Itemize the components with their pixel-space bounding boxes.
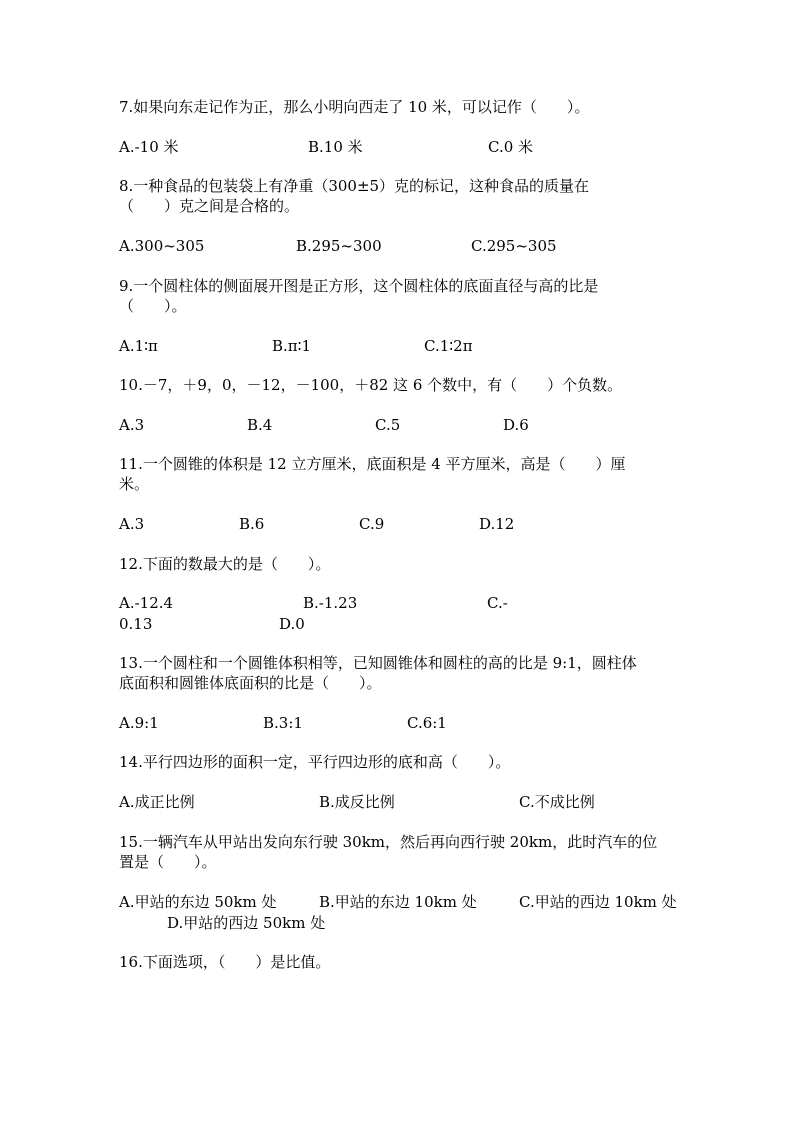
question-9-stem-line-2: （ ）。 xyxy=(119,297,187,315)
question-12-option-c: C.- xyxy=(487,594,508,612)
question-10-option-a: A.3 xyxy=(119,416,145,434)
question-13-option-c: C.6:1 xyxy=(407,714,447,732)
question-8-option-a: A.300~305 xyxy=(119,237,205,255)
question-9-option-b: B.π∶1 xyxy=(272,337,312,355)
question-15-stem-line-2: 置是（ ）。 xyxy=(119,853,217,871)
question-11-stem-line-1: 11.一个圆锥的体积是 12 立方厘米，底面积是 4 平方厘米，高是（ ）厘 xyxy=(119,455,626,473)
question-15-option-b: B.甲站的东边 10km 处 xyxy=(319,893,477,911)
question-8-option-c: C.295~305 xyxy=(471,237,557,255)
question-8-option-b: B.295~300 xyxy=(296,237,382,255)
question-14-stem: 14.平行四边形的面积一定，平行四边形的底和高（ ）。 xyxy=(119,753,511,771)
question-12-option-b: B.-1.23 xyxy=(303,594,358,612)
question-13-stem-line-2: 底面积和圆锥体底面积的比是（ ）。 xyxy=(119,674,382,692)
question-15-option-d: D.甲站的西边 50km 处 xyxy=(167,914,326,932)
question-13-option-b: B.3:1 xyxy=(263,714,303,732)
question-14-option-c: C.不成比例 xyxy=(519,793,595,811)
question-10-option-b: B.4 xyxy=(247,416,273,434)
question-8-stem-line-2: （ ）克之间是合格的。 xyxy=(119,197,300,215)
question-11-option-b: B.6 xyxy=(239,515,265,533)
question-7-stem: 7.如果向东走记作为正，那么小明向西走了 10 米，可以记作（ ）。 xyxy=(119,98,590,116)
question-11-option-c: C.9 xyxy=(359,515,385,533)
question-9-option-c: C.1∶2π xyxy=(424,337,473,355)
question-11-option-d: D.12 xyxy=(479,515,515,533)
question-10-option-c: C.5 xyxy=(375,416,401,434)
question-13-option-a: A.9:1 xyxy=(119,714,159,732)
question-9-stem-line-1: 9.一个圆柱体的侧面展开图是正方形，这个圆柱体的底面直径与高的比是 xyxy=(119,277,599,295)
question-15-option-a: A.甲站的东边 50km 处 xyxy=(119,893,277,911)
question-8-stem-line-1: 8.一种食品的包装袋上有净重（300±5）克的标记，这种食品的质量在 xyxy=(119,177,590,195)
question-7-option-b: B.10 米 xyxy=(308,138,363,156)
question-15-option-c: C.甲站的西边 10km 处 xyxy=(519,893,677,911)
question-14-option-a: A.成正比例 xyxy=(119,793,195,811)
question-10-stem: 10.－7，＋9，0，－12，－100，＋82 这 6 个数中，有（ ）个负数。 xyxy=(119,376,623,394)
question-12-option-a: A.-12.4 xyxy=(119,594,174,612)
question-15-stem-line-1: 15.一辆汽车从甲站出发向东行驶 30km，然后再向西行驶 20km，此时汽车的位 xyxy=(119,833,658,851)
question-7-option-c: C.0 米 xyxy=(488,138,534,156)
question-9-option-a: A.1∶π xyxy=(119,337,158,355)
question-14-option-b: B.成反比例 xyxy=(319,793,395,811)
question-12-stem: 12.下面的数最大的是（ ）。 xyxy=(119,555,331,573)
question-13-stem-line-1: 13.一个圆柱和一个圆锥体积相等，已知圆锥体和圆柱的高的比是 9:1，圆柱体 xyxy=(119,654,637,672)
question-11-option-a: A.3 xyxy=(119,515,145,533)
question-10-option-d: D.6 xyxy=(503,416,529,434)
question-16-stem: 16.下面选项，（ ）是比值。 xyxy=(119,953,331,971)
question-7-option-a: A.-10 米 xyxy=(119,138,179,156)
question-12-option-d: D.0 xyxy=(279,615,305,633)
question-11-stem-line-2: 米。 xyxy=(119,475,150,493)
question-12-option-c-cont: 0.13 xyxy=(119,615,153,633)
